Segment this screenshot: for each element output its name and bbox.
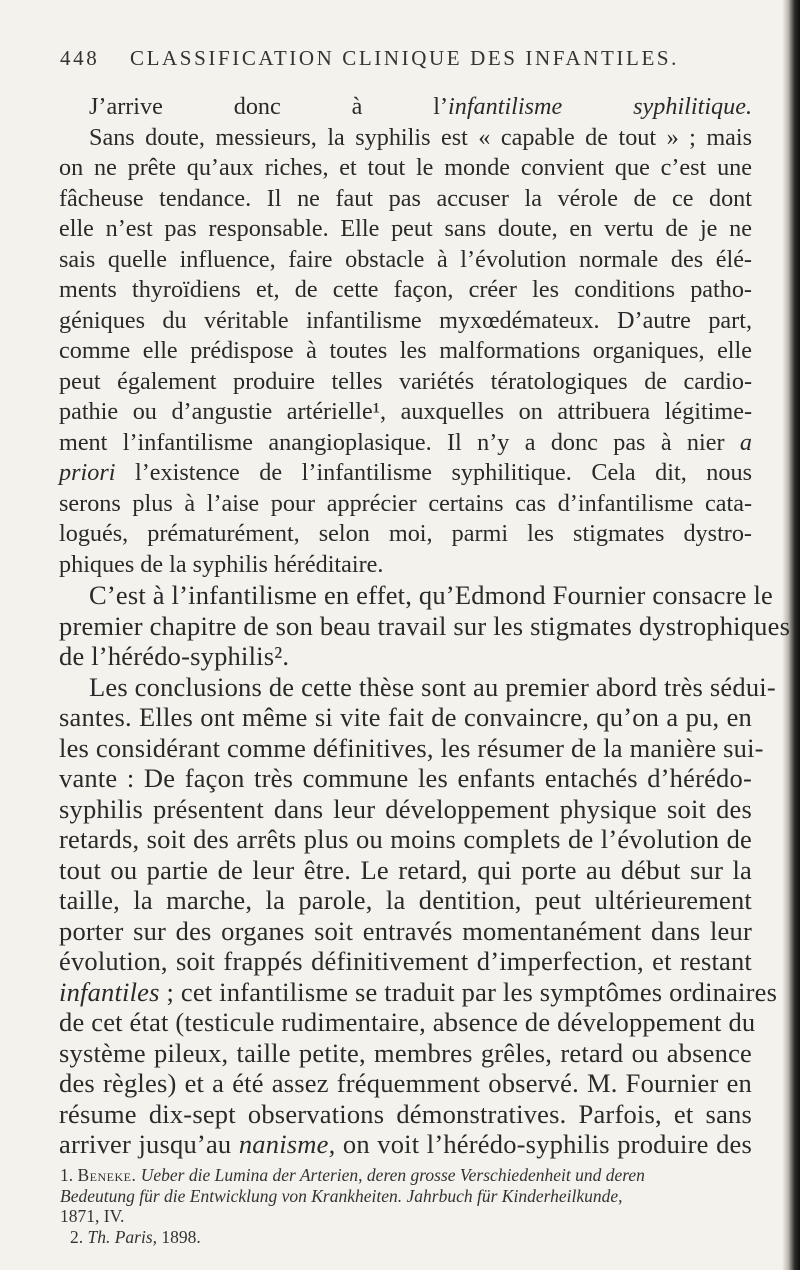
- text-line: vante : De façon très commune les enfants entachés d’hérédo-: [59, 763, 752, 793]
- text-line: Sans doute, messieurs, la syphilis est « capable de tout » ; mais: [89, 123, 752, 151]
- text-line: de l’hérédo-syphilis².: [59, 641, 290, 671]
- text-line: les considérant comme définitives, les résumer de la manière sui-: [59, 732, 764, 763]
- text-line: sais quelle influence, faire obstacle à l’évolution normale des élé-: [59, 245, 752, 273]
- text-line: tout ou partie de leur être. Le retard, qui porte au début sur la: [59, 854, 752, 885]
- text-line: priori l’existence de l’infantilisme syphilitique. Cela dit, nous: [59, 459, 752, 486]
- footnote-1-line-1: 1. Beneke. Ueber die Lumina der Arterien, deren grosse Verschiedenheit und deren: [60, 1165, 645, 1185]
- text-line: phiques de la syphilis héréditaire.: [59, 550, 384, 578]
- text-line: ments thyroïdiens et, de cette façon, créer les conditions patho-: [59, 276, 752, 303]
- running-header: [60, 46, 750, 74]
- text-line: résume dix-sept observations démonstratives. Parfois, et sans: [59, 1098, 752, 1129]
- page-number: 448: [60, 46, 100, 70]
- text-line: C’est à l’infantilisme en effet, qu’Edmond Fournier consacre le: [89, 580, 773, 610]
- text-line: système pileux, taille petite, membres grêles, retard ou absence: [59, 1037, 752, 1068]
- text-line: premier chapitre de son beau travail sur les stigmates dystrophiques: [59, 610, 791, 641]
- text-line: elle n’est pas responsable. Elle peut sans doute, en vertu de je ne: [59, 215, 752, 242]
- running-title: CLASSIFICATION CLINIQUE DES INFANTILES.: [130, 46, 680, 70]
- text-line: pathie ou d’angustie artérielle¹, auxquelles on attribuera légitime-: [59, 398, 752, 425]
- text-line: comme elle prédispose à toutes les malformations organiques, elle: [59, 337, 752, 364]
- text-line: retards, soit des arrêts plus ou moins complets de l’évolution de: [59, 824, 752, 854]
- text-line: porter sur des organes soit entravés momentanément dans leur: [59, 915, 752, 946]
- text-line: fâcheuse tendance. Il ne faut pas accuser la vérole de ce dont: [59, 184, 752, 212]
- text-line: santes. Elles ont même si vite fait de convaincre, qu’on a pu, en: [59, 702, 752, 732]
- text-line: ment l’infantilisme anangioplasique. Il n’y a donc pas à nier a: [59, 428, 752, 456]
- body-text: [59, 92, 791, 1160]
- text-line: arriver jusqu’au nanisme, on voit l’hérédo-syphilis produire des: [59, 1129, 752, 1159]
- footnote-1-line-2: Bedeutung für die Entwicklung von Krankheiten. Jahrbuch für Kinderheilkunde,: [60, 1185, 623, 1206]
- footnote-2: 2. Th. Paris, 1898.: [70, 1226, 201, 1247]
- text-line: infantiles ; cet infantilisme se traduit par les symptômes ordinaires: [59, 976, 778, 1007]
- text-line: taille, la marche, la parole, la dentition, peut ultérieurement: [59, 885, 752, 915]
- text-line: on ne prête qu’aux riches, et tout le monde convient que c’est une: [59, 154, 752, 181]
- text-line: géniques du véritable infantilisme myxœdémateux. D’autre part,: [59, 306, 752, 334]
- text-line: de cet état (testicule rudimentaire, absence de développement du: [59, 1007, 756, 1037]
- text-line: logués, prématurément, selon moi, parmi les stigmates dystro-: [59, 520, 752, 547]
- footnote-1-line-3: 1871, IV.: [60, 1206, 125, 1226]
- text-line: des règles) et a été assez fréquemment observé. M. Fournier en: [59, 1068, 752, 1098]
- footnotes: [60, 1165, 750, 1247]
- text-line: syphilis présentent dans leur développement physique soit des: [59, 793, 752, 824]
- text-line: évolution, soit frappés définitivement d’imperfection, et restant: [59, 946, 752, 976]
- text-line: J’arrive donc à l’infantilisme syphilitique.: [89, 93, 753, 120]
- text-line: Les conclusions de cette thèse sont au premier abord très sédui-: [89, 671, 776, 702]
- footnote-author: Beneke.: [77, 1165, 137, 1185]
- text-line: serons plus à l’aise pour apprécier certains cas d’infantilisme cata-: [59, 489, 752, 517]
- text-line: peut également produire telles variétés tératologiques de cardio-: [59, 367, 752, 395]
